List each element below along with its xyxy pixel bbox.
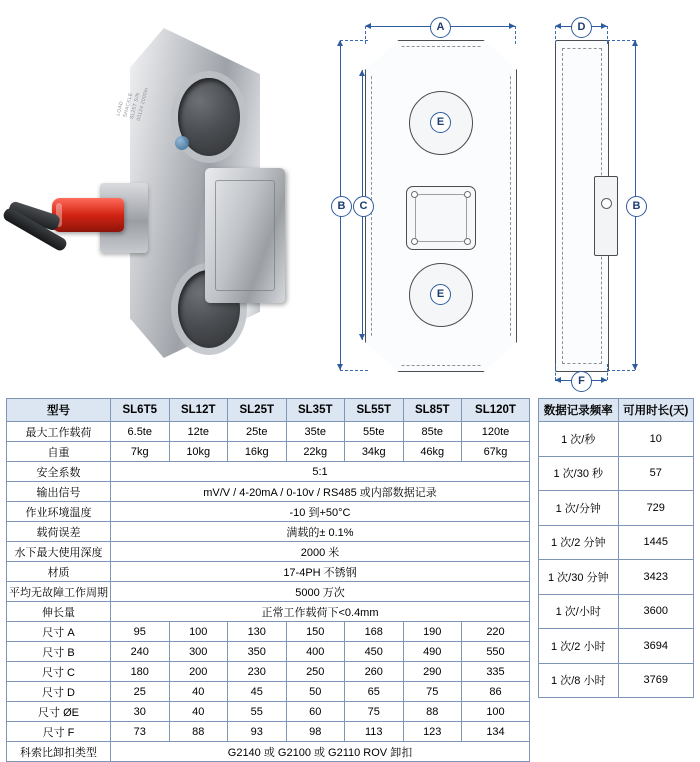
- cell: 300: [169, 642, 228, 662]
- table-row: [7, 682, 530, 702]
- row-label: 安全系数: [7, 462, 111, 482]
- cell: 490: [403, 642, 462, 662]
- cell: 134: [462, 722, 530, 742]
- cell: 73: [111, 722, 170, 742]
- row-label: 平均无故障工作周期: [7, 582, 111, 602]
- side-view-boss: [594, 176, 618, 256]
- table-row: [7, 582, 530, 602]
- cell: 86: [462, 682, 530, 702]
- cell: 40: [169, 702, 228, 722]
- dim-badge-e-top: E: [430, 112, 451, 133]
- cell-days: 729: [618, 491, 694, 526]
- table-row: [539, 525, 694, 560]
- cell-span: 5:1: [111, 462, 530, 482]
- cell-span: 满载的± 0.1%: [111, 522, 530, 542]
- dim-b-ext-top: [340, 40, 368, 41]
- cell-rate: 1 次/2 分钟: [539, 525, 619, 560]
- col-header-model: 型号: [7, 399, 111, 422]
- row-label: 尺寸 D: [7, 682, 111, 702]
- cell-rate: 1 次/秒: [539, 422, 619, 457]
- cell: 220: [462, 622, 530, 642]
- cell: 98: [286, 722, 345, 742]
- screw-icon: [411, 238, 418, 245]
- table-row: [539, 663, 694, 698]
- dim-d-ext-left: [555, 26, 556, 44]
- cell: 400: [286, 642, 345, 662]
- cell-days: 3423: [618, 560, 694, 595]
- table-row: [7, 602, 530, 622]
- col-header-sl12t: SL12T: [169, 399, 228, 422]
- cell: 190: [403, 622, 462, 642]
- cell-span: 2000 米: [111, 542, 530, 562]
- cell: 25: [111, 682, 170, 702]
- cell-span: mV/V / 4-20mA / 0-10v / RS485 或内部数据记录: [111, 482, 530, 502]
- red-connector: [52, 198, 124, 232]
- screw-icon: [464, 238, 471, 245]
- table-row: [7, 542, 530, 562]
- dim-f-ext-right: [607, 364, 608, 380]
- cell: 25te: [228, 422, 287, 442]
- row-label: 尺寸 ØE: [7, 702, 111, 722]
- cell: 250: [286, 662, 345, 682]
- product-photo: [30, 8, 320, 388]
- cell-span: 5000 万次: [111, 582, 530, 602]
- cell-days: 10: [618, 422, 694, 457]
- table-header-row: [7, 399, 530, 422]
- cell: 180: [111, 662, 170, 682]
- cell-rate: 1 次/30 秒: [539, 456, 619, 491]
- table-row: [7, 742, 530, 762]
- table-row: [539, 629, 694, 664]
- cell: 85te: [403, 422, 462, 442]
- cell: 16kg: [228, 442, 287, 462]
- cell: 113: [345, 722, 404, 742]
- dim-f-ext-left: [555, 364, 556, 380]
- cell: 46kg: [403, 442, 462, 462]
- row-label: 材质: [7, 562, 111, 582]
- row-label: 水下最大使用深度: [7, 542, 111, 562]
- cell: 40: [169, 682, 228, 702]
- row-label: 自重: [7, 442, 111, 462]
- logging-duration-table: [538, 398, 694, 698]
- row-label: 最大工作载荷: [7, 422, 111, 442]
- cell: 67kg: [462, 442, 530, 462]
- cell-rate: 1 次/8 小时: [539, 663, 619, 698]
- dim-badge-a: A: [430, 17, 451, 38]
- cell-days: 3769: [618, 663, 694, 698]
- table-row: [539, 456, 694, 491]
- cell-rate: 1 次/小时: [539, 594, 619, 629]
- dim-badge-c: C: [353, 196, 374, 217]
- table-row: [7, 422, 530, 442]
- cell-rate: 1 次/2 小时: [539, 629, 619, 664]
- col-header-sl85t: SL85T: [403, 399, 462, 422]
- cell: 50: [286, 682, 345, 702]
- table-row: [7, 702, 530, 722]
- cell: 240: [111, 642, 170, 662]
- dim-badge-b: B: [331, 196, 352, 217]
- cell: 335: [462, 662, 530, 682]
- col-header-sl55t: SL55T: [345, 399, 404, 422]
- col-header-days: 可用时长(天): [618, 399, 694, 422]
- row-label: 科索比卸扣类型: [7, 742, 111, 762]
- technical-drawing: [330, 8, 690, 388]
- cell: 550: [462, 642, 530, 662]
- dim-a-ext-right: [515, 26, 516, 44]
- col-header-sl120t: SL120T: [462, 399, 530, 422]
- col-header-sl25t: SL25T: [228, 399, 287, 422]
- cell-days: 3694: [618, 629, 694, 664]
- brand-badge-icon: [175, 136, 189, 150]
- cell: 6.5te: [111, 422, 170, 442]
- cell-rate: 1 次/分钟: [539, 491, 619, 526]
- table-row: [7, 502, 530, 522]
- row-label: 尺寸 F: [7, 722, 111, 742]
- center-plate: [406, 186, 476, 250]
- table-row: [539, 594, 694, 629]
- cell: 45: [228, 682, 287, 702]
- cell-span: 17-4PH 不锈钢: [111, 562, 530, 582]
- cell: 88: [169, 722, 228, 742]
- cell: 350: [228, 642, 287, 662]
- cell: 130: [228, 622, 287, 642]
- cell: 95: [111, 622, 170, 642]
- cell-rate: 1 次/30 分钟: [539, 560, 619, 595]
- dim-badge-f: F: [571, 371, 592, 392]
- cell: 120te: [462, 422, 530, 442]
- cell: 75: [345, 702, 404, 722]
- row-label: 尺寸 B: [7, 642, 111, 662]
- cell: 93: [228, 722, 287, 742]
- cell-days: 3600: [618, 594, 694, 629]
- etched-label-text: LOAD SHACKLE SL25T S/N 00124 2000m: [115, 87, 150, 122]
- table-row: [7, 642, 530, 662]
- col-header-sl35t: SL35T: [286, 399, 345, 422]
- cell: 22kg: [286, 442, 345, 462]
- screw-icon: [411, 191, 418, 198]
- dim-badge-b2: B: [626, 196, 647, 217]
- dim-c-arrow-down: [359, 334, 365, 340]
- cell: 55: [228, 702, 287, 722]
- cell-span: G2140 或 G2100 或 G2110 ROV 卸扣: [111, 742, 530, 762]
- cell: 75: [403, 682, 462, 702]
- cell: 10kg: [169, 442, 228, 462]
- table-row: [539, 560, 694, 595]
- cell: 55te: [345, 422, 404, 442]
- table-row: [7, 722, 530, 742]
- table-row: [7, 442, 530, 462]
- sensor-face-plate: [205, 168, 285, 303]
- cell: 12te: [169, 422, 228, 442]
- dim-b2-ext-bottom: [607, 370, 635, 371]
- cell: 168: [345, 622, 404, 642]
- row-label: 伸长量: [7, 602, 111, 622]
- table-row: [7, 622, 530, 642]
- dim-b-ext-bottom: [340, 370, 368, 371]
- cell: 260: [345, 662, 404, 682]
- specification-table: [6, 398, 530, 762]
- dim-c-arrow-up: [359, 70, 365, 76]
- cell: 35te: [286, 422, 345, 442]
- dim-badge-d: D: [571, 17, 592, 38]
- row-label: 作业环境温度: [7, 502, 111, 522]
- cell-days: 57: [618, 456, 694, 491]
- cell: 290: [403, 662, 462, 682]
- side-view-screw-icon: [601, 198, 612, 209]
- cell: 60: [286, 702, 345, 722]
- table-row: [7, 462, 530, 482]
- row-label: 尺寸 A: [7, 622, 111, 642]
- table-row: [7, 482, 530, 502]
- cell: 100: [462, 702, 530, 722]
- dim-b2-ext-top: [607, 40, 635, 41]
- cell: 30: [111, 702, 170, 722]
- cell: 150: [286, 622, 345, 642]
- cell: 123: [403, 722, 462, 742]
- table-row: [7, 522, 530, 542]
- cell: 200: [169, 662, 228, 682]
- cell: 65: [345, 682, 404, 702]
- row-label: 尺寸 C: [7, 662, 111, 682]
- cell: 100: [169, 622, 228, 642]
- table-row: [7, 562, 530, 582]
- cell: 7kg: [111, 442, 170, 462]
- cell: 34kg: [345, 442, 404, 462]
- cell: 450: [345, 642, 404, 662]
- row-label: 输出信号: [7, 482, 111, 502]
- cell-span: -10 到+50°C: [111, 502, 530, 522]
- screw-icon: [464, 191, 471, 198]
- col-header-rate: 数据记录频率: [539, 399, 619, 422]
- table-row: [539, 491, 694, 526]
- col-header-sl6t5: SL6T5: [111, 399, 170, 422]
- table-header-row: [539, 399, 694, 422]
- dim-badge-e-bottom: E: [430, 284, 451, 305]
- cell-days: 1445: [618, 525, 694, 560]
- dim-d-ext-right: [607, 26, 608, 44]
- table-row: [7, 662, 530, 682]
- dim-a-ext-left: [365, 26, 366, 44]
- row-label: 载荷误差: [7, 522, 111, 542]
- cell-span: 正常工作载荷下<0.4mm: [111, 602, 530, 622]
- cell: 230: [228, 662, 287, 682]
- cell: 88: [403, 702, 462, 722]
- table-row: [539, 422, 694, 457]
